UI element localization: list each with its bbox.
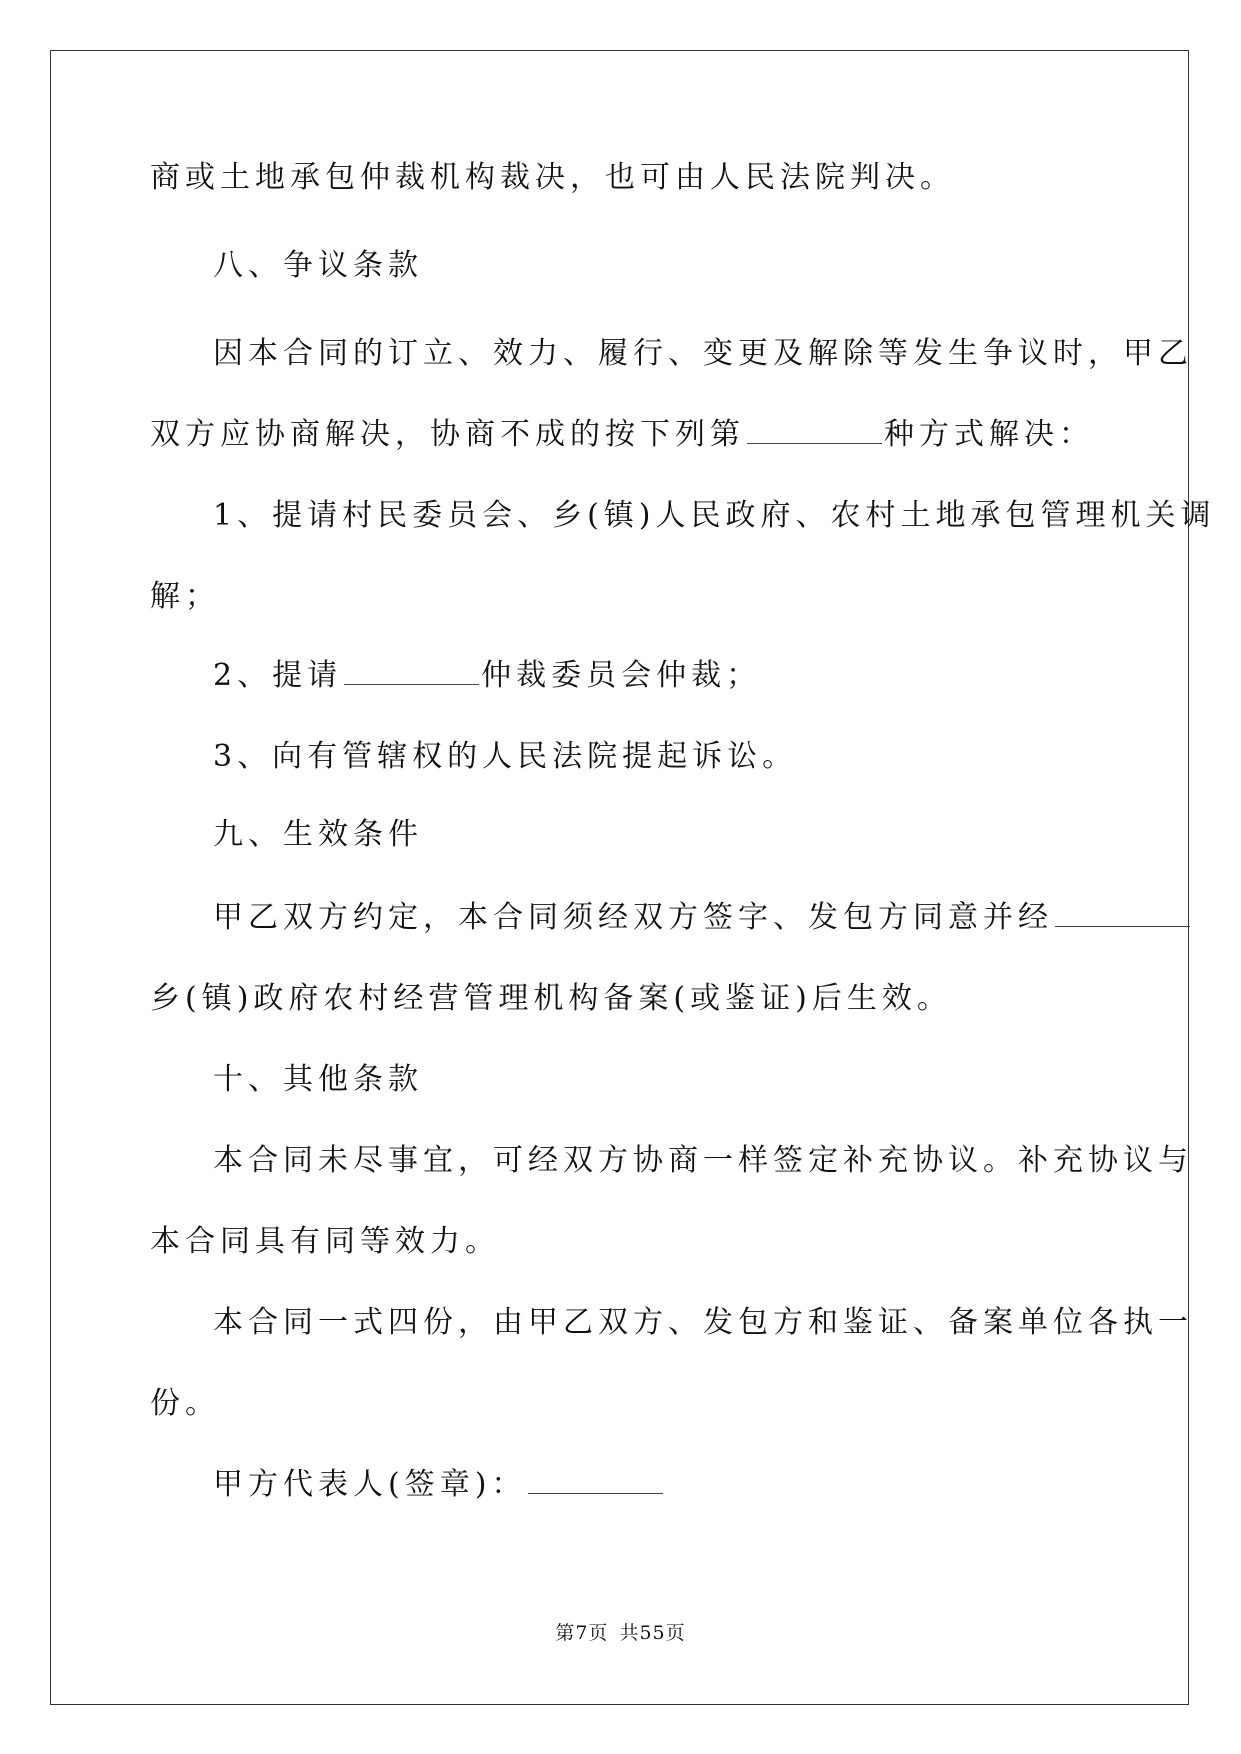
page-border <box>50 50 1189 1705</box>
fill-blank <box>1055 898 1190 927</box>
list-item <box>213 656 761 696</box>
page-number: 第7页 <box>555 1622 609 1644</box>
paragraph-line: 解； <box>150 579 220 614</box>
paragraph-line: 本合同一式四份，由甲乙双方、发包方和鉴证、备案单位各执一 <box>213 1305 1193 1340</box>
paragraph-line: 本合同未尽事宜，可经双方协商一样签定补充协议。补充协议与 <box>213 1143 1193 1178</box>
page-footer <box>0 1618 1241 1645</box>
paragraph-line: 本合同具有同等效力。 <box>150 1224 500 1259</box>
section-heading-dispute: 八、争议条款 <box>213 248 423 283</box>
paragraph-line: 乡(镇)政府农村经营管理机构备案(或鉴证)后生效。 <box>150 981 952 1016</box>
list-item: 3、向有管辖权的人民法院提起诉讼。 <box>213 739 798 774</box>
fill-blank <box>747 415 882 444</box>
paragraph-line: 份。 <box>150 1386 220 1421</box>
text-segment: 甲方代表人(签章)： <box>213 1467 527 1502</box>
fill-blank <box>344 656 479 685</box>
text-segment: 种方式解决： <box>884 417 1094 452</box>
paragraph-line: 商或土地承包仲裁机构裁决，也可由人民法院判决。 <box>150 160 955 195</box>
section-heading-effect: 九、生效条件 <box>213 817 423 852</box>
paragraph-line: 因本合同的订立、效力、履行、变更及解除等发生争议时，甲乙 <box>213 336 1193 371</box>
text-segment: 2、提请 <box>213 658 343 693</box>
text-segment: 双方应协商解决，协商不成的按下列第 <box>150 417 745 452</box>
text-segment: 甲乙双方约定，本合同须经双方签字、发包方同意并经 <box>213 900 1053 935</box>
list-item: 1、提请村民委员会、乡(镇)人民政府、农村土地承包管理机关调 <box>213 498 1216 533</box>
paragraph-line <box>213 898 1192 938</box>
page-total: 共55页 <box>619 1622 686 1644</box>
signature-blank <box>528 1465 663 1494</box>
text-segment: 仲裁委员会仲裁； <box>481 658 762 693</box>
paragraph-line <box>150 415 1094 455</box>
signature-line <box>213 1465 665 1505</box>
section-heading-other: 十、其他条款 <box>213 1062 423 1097</box>
